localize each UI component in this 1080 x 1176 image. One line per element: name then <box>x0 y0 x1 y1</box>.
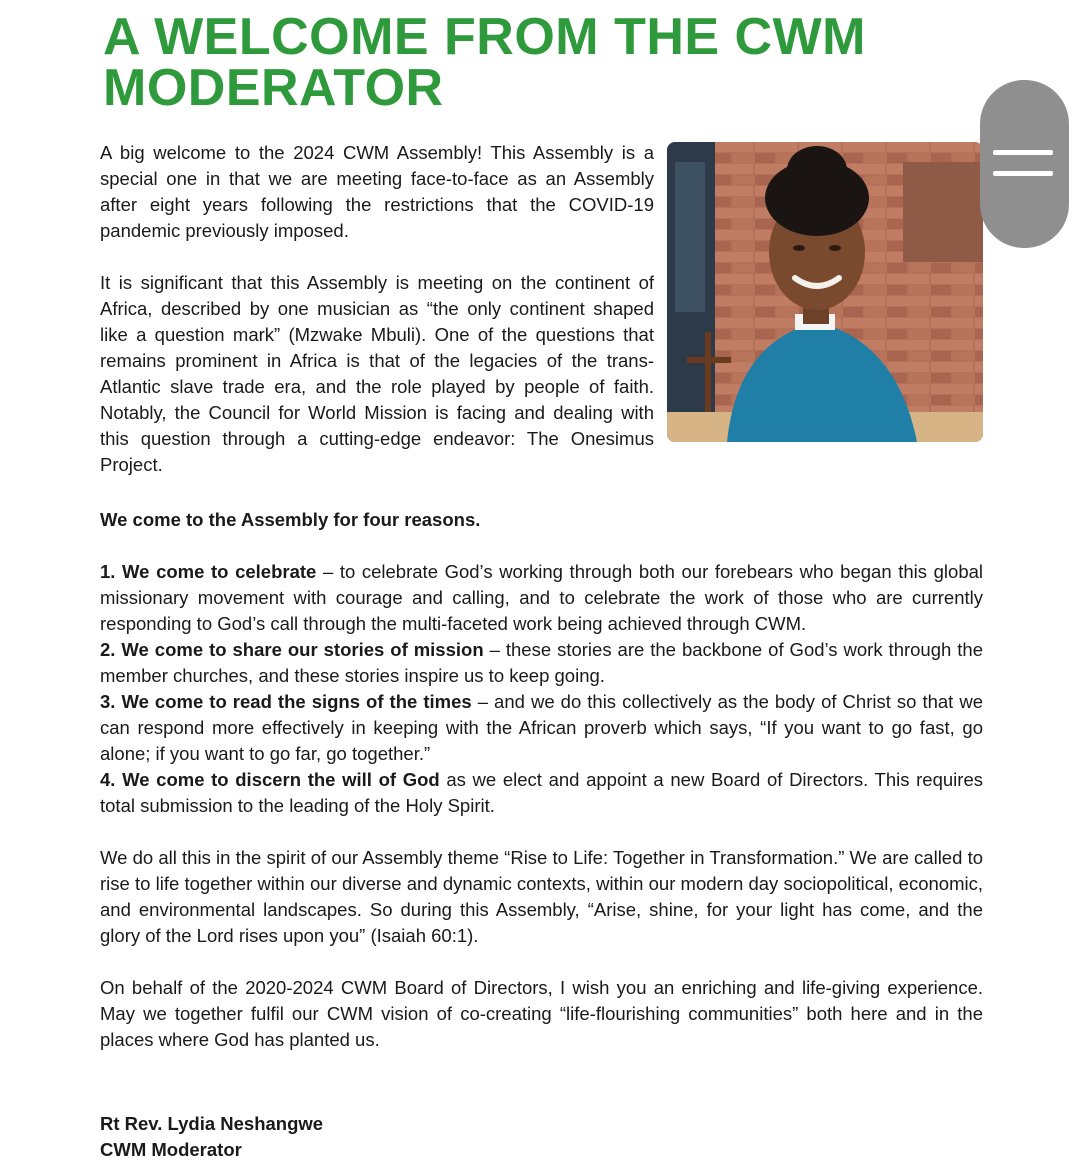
reason-text: – these stories are the backbone of God’s work through the member churches, and these stories inspire us to keep going. <box>100 639 983 686</box>
reason-item-2 <box>100 637 983 689</box>
reason-item-4 <box>100 767 983 819</box>
main-column <box>100 507 983 1053</box>
reason-text: – and we do this collectively as the body of Christ so that we can respond more effectively in keeping with the African proverb which says, “If you want to go fast, go alone; if you want to go far, go together.” <box>100 691 984 764</box>
intro-paragraph-2: It is significant that this Assembly is meeting on the continent of Africa, described by one musician as “the only continent shaped like a question mark” (Mzwake Mbuli). One of the questions that remains prominent in Africa is that of the legacies of the trans-Atlantic slave trade era, and the role played by people of faith. Notably, the Council for World Mission is facing and dealing with this question through a cutting-edge endeavor: The Onesimus Project. <box>100 272 654 475</box>
reasons-heading: We come to the Assembly for four reasons. <box>100 509 481 530</box>
intro-paragraph-1: A big welcome to the 2024 CWM Assembly! This Assembly is a special one in that we are meeting face-to-face as an Assembly after eight years following the restrictions that the COVID-19 pandemic previously imposed. <box>100 142 654 241</box>
reason-item-1 <box>100 559 983 637</box>
theme-paragraph: We do all this in the spirit of our Assembly theme “Rise to Life: Together in Transformation.” We are called to rise to life together within our diverse and dynamic contexts, within our modern day sociopolitical, economic, and environmental landscapes. So during this Assembly, “Arise, shine, for your light has come, and the glory of the Lord rises upon you” (Isaiah 60:1). <box>100 847 983 946</box>
reason-item-3 <box>100 689 983 767</box>
signature-name: Rt Rev. Lydia Neshangwe <box>100 1113 324 1134</box>
page-title: A WELCOME FROM THE CWM MODERATOR <box>103 8 866 117</box>
signature-role: CWM Moderator <box>100 1139 242 1160</box>
intro-column <box>100 140 654 478</box>
reason-lead: 2. We come to share our stories of mission <box>100 639 484 660</box>
reason-lead: 1. We come to celebrate <box>100 561 317 582</box>
scroll-handle[interactable] <box>980 80 1069 248</box>
signature-block <box>100 1111 323 1163</box>
reason-lead: 3. We come to read the signs of the times <box>100 691 472 712</box>
reason-lead: 4. We come to discern the will of God <box>100 769 440 790</box>
reason-text: – to celebrate God’s working through both our forebears who began this global missionary movement with courage and calling, and to celebrate the work of those who are currently responding to God’s call through the multi-faceted work being achieved through CWM. <box>100 561 984 634</box>
closing-paragraph: On behalf of the 2020-2024 CWM Board of Directors, I wish you an enriching and life-giving experience. May we together fulfil our CWM vision of co-creating “life-flourishing communities” both here and in the places where God has planted us. <box>100 977 983 1050</box>
reason-text: as we elect and appoint a new Board of Directors. This requires total submission to the leading of the Holy Spirit. <box>100 769 983 816</box>
moderator-photo <box>667 142 983 442</box>
